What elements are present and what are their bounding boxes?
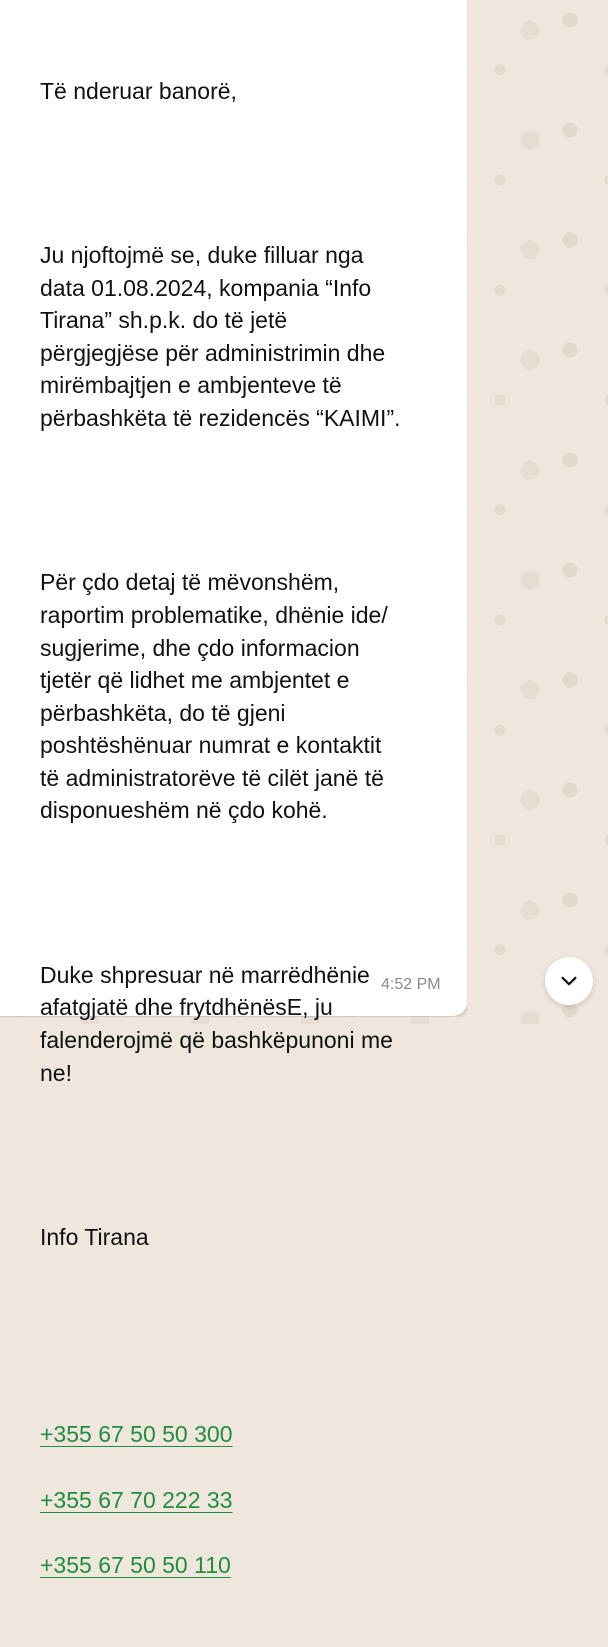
message-paragraph-notice: Ju njoftojmë se, duke filluar nga data 01.08.2024, kompania “Info Tirana” sh.p.k. do të jetë përgjegjëse për administrimin dhe mirëmbajtjen e ambjenteve të përbashkëta të rezidencës “KAIMI”.	[40, 241, 401, 431]
message-paragraph-greeting: Të nderuar banorë,	[40, 77, 237, 104]
scroll-to-bottom-button[interactable]	[545, 957, 593, 1005]
paragraph-gap	[40, 140, 460, 174]
phone-link-1[interactable]: +355 67 50 50 300	[40, 1420, 233, 1447]
message-paragraph-closing: Duke shpresuar në marrëdhënie afatgjatë dhe frytdhënësE, ju falenderojmë që bashkëpunoni me ne!	[40, 961, 393, 1086]
paragraph-gap	[40, 1286, 460, 1320]
paragraph-gap	[40, 1122, 460, 1156]
paragraph-gap	[40, 467, 460, 501]
message-content	[40, 42, 460, 1647]
message-paragraph-details: Për çdo detaj të mëvonshëm, raportim problematike, dhënie ide/ sugjerime, dhe çdo informacion tjetër që lidhet me ambjentet e përbashkëta, do të gjeni poshtëshënuar numrat e kontaktit të administratorëve të cilët janë të disponueshëm në çdo kohë.	[40, 569, 388, 824]
paragraph-gap	[40, 860, 460, 894]
phone-link-3[interactable]: +355 67 50 50 110	[40, 1552, 231, 1579]
phone-number-list	[40, 1385, 460, 1614]
message-timestamp: 4:52 PM	[381, 976, 441, 993]
phone-link-2[interactable]: +355 67 70 222 33	[40, 1486, 233, 1513]
message-signature: Info Tirana	[40, 1224, 149, 1250]
chevron-down-icon	[558, 970, 580, 992]
